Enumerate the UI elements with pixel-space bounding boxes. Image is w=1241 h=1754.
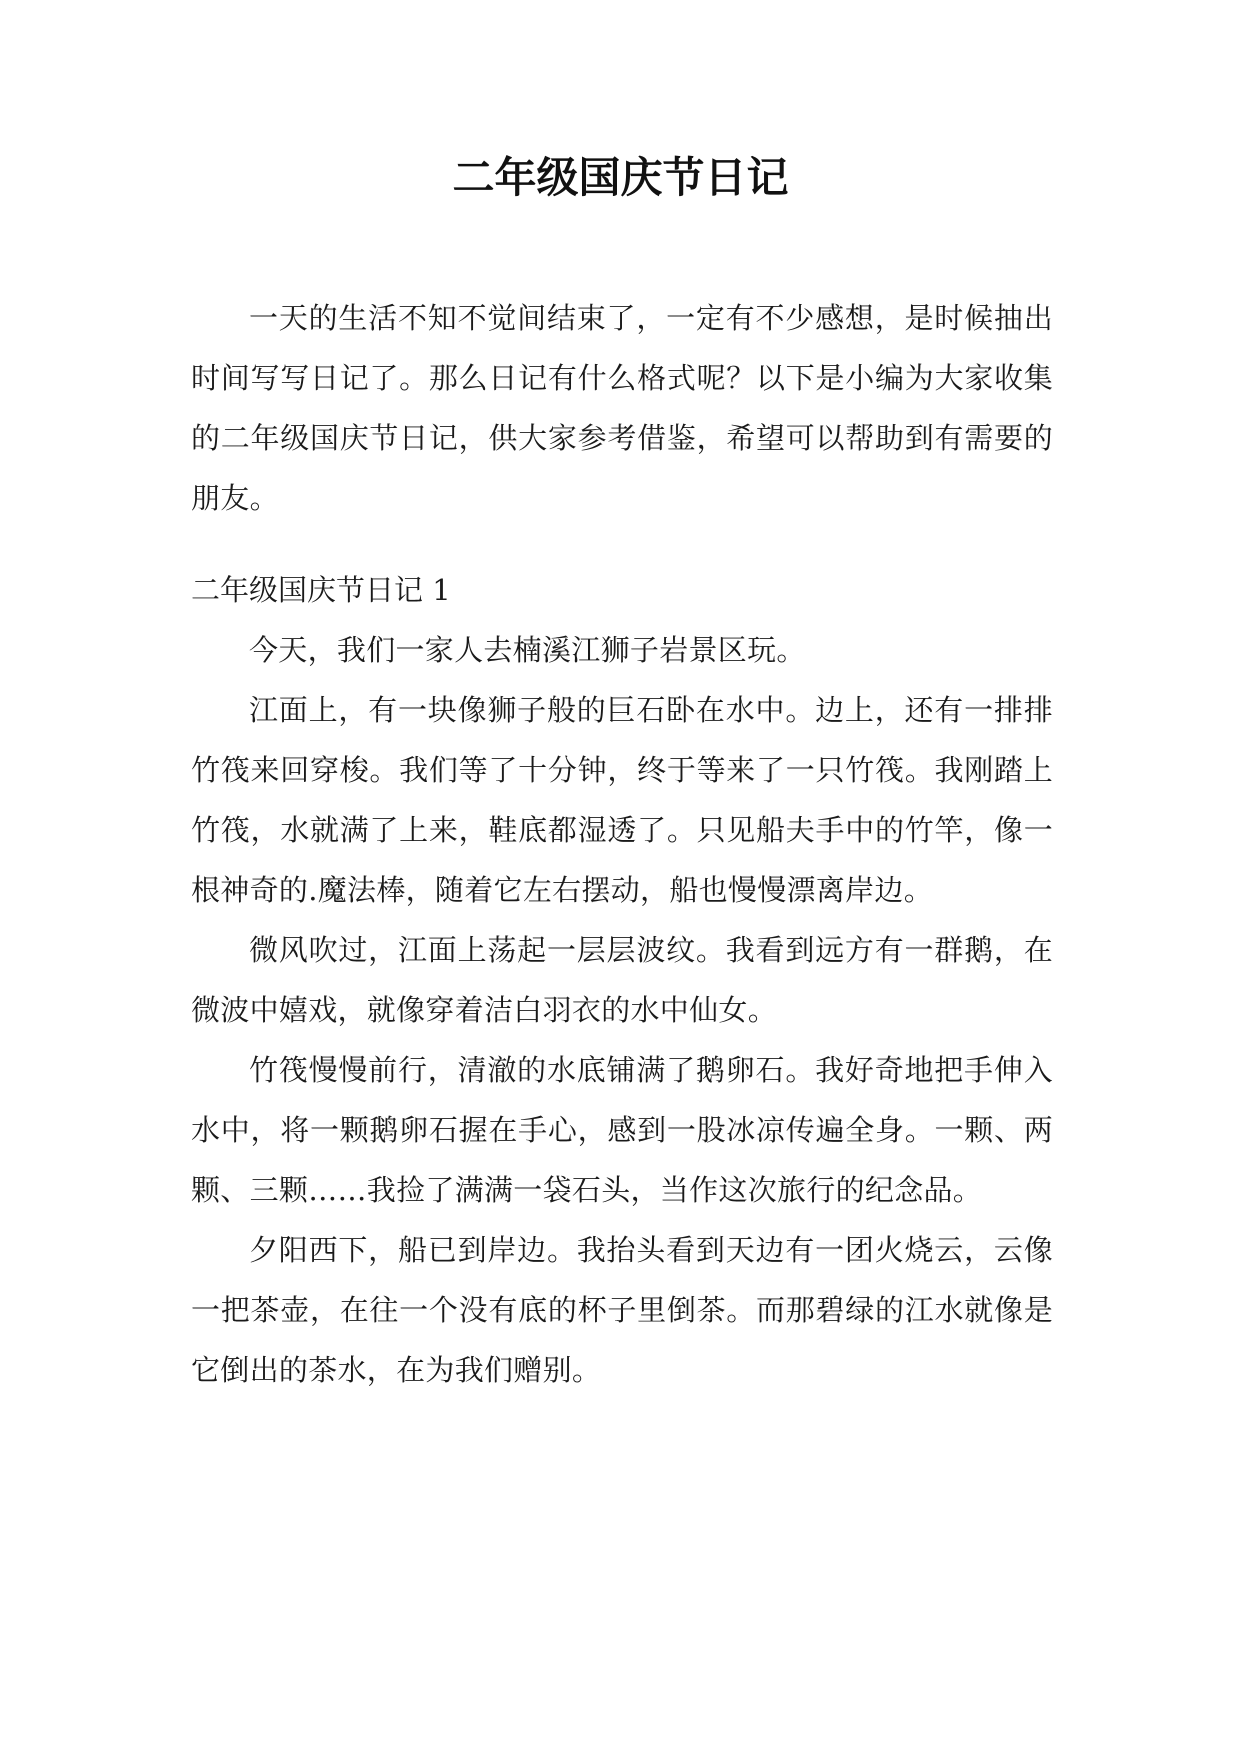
body-paragraph-2: 江面上，有一块像狮子般的巨石卧在水中。边上，还有一排排竹筏来回穿梭。我们等了十分钟，终于等来了一只竹筏。我刚踏上竹筏，水就满了上来，鞋底都湿透了。只见船夫手中的竹竿，像一根神奇的.魔法棒，随着它左右摆动，船也慢慢漂离岸边。 [191, 693, 1053, 907]
body-paragraph-5: 夕阳西下，船已到岸边。我抬头看到天边有一团火烧云，云像一把茶壶，在往一个没有底的杯子里倒茶。而那碧绿的江水就像是它倒出的茶水，在为我们赠别。 [191, 1233, 1053, 1387]
document-body [191, 288, 1053, 1400]
document-title: 二年级国庆节日记 [452, 153, 789, 202]
intro-paragraph: 一天的生活不知不觉间结束了，一定有不少感想，是时候抽出时间写写日记了。那么日记有什么格式呢？以下是小编为大家收集的二年级国庆节日记，供大家参考借鉴，希望可以帮助到有需要的朋友。 [191, 301, 1053, 515]
section-heading: 二年级国庆节日记 1 [191, 573, 451, 607]
body-paragraph-4: 竹筏慢慢前行，清澈的水底铺满了鹅卵石。我好奇地把手伸入水中，将一颗鹅卵石握在手心，感到一股冰凉传遍全身。一颗、两颗、三颗……我捡了满满一袋石头，当作这次旅行的纪念品。 [191, 1053, 1053, 1207]
body-paragraph-1: 今天，我们一家人去楠溪江狮子岩景区玩。 [249, 633, 806, 667]
body-paragraph-3: 微风吹过，江面上荡起一层层波纹。我看到远方有一群鹅，在微波中嬉戏，就像穿着洁白羽衣的水中仙女。 [191, 933, 1053, 1027]
